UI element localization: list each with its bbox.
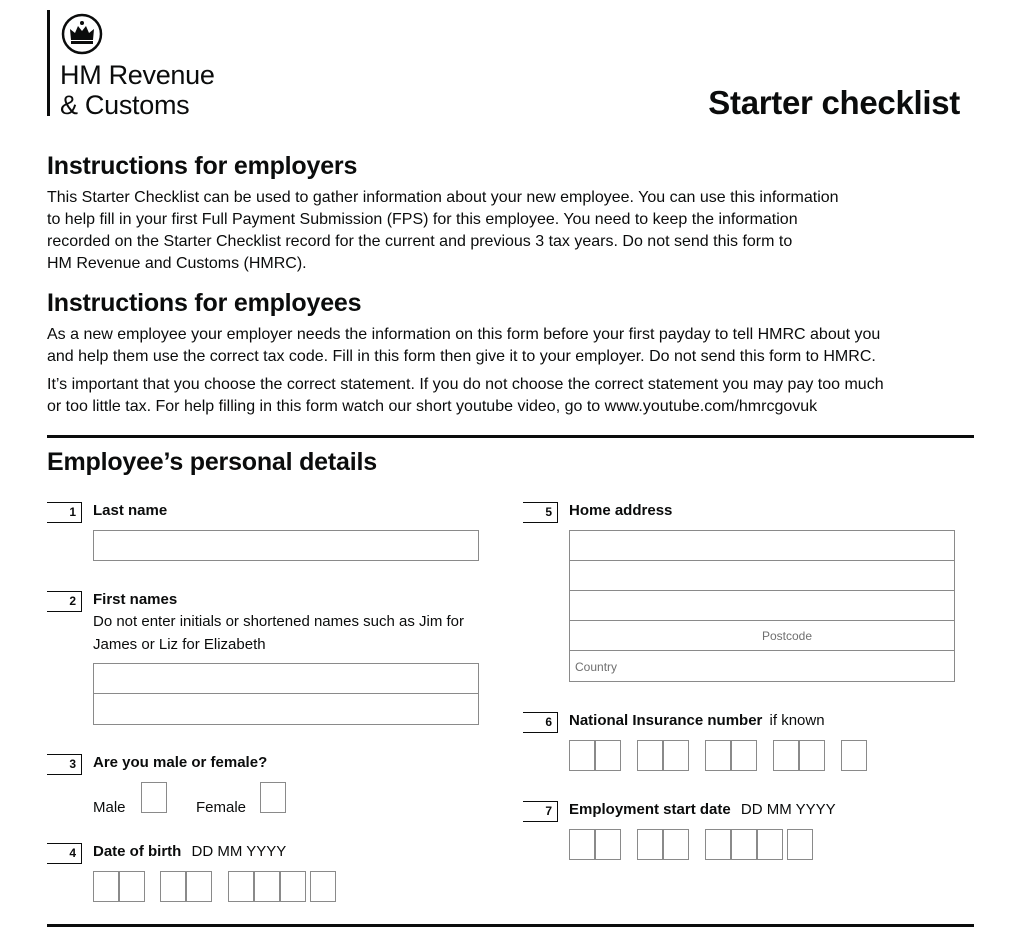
first-names-input[interactable] bbox=[93, 663, 479, 725]
brand-line1: HM Revenue bbox=[60, 60, 215, 90]
date-format-hint: DD MM YYYY bbox=[191, 843, 287, 860]
start-date-title: Employment start date bbox=[569, 801, 731, 818]
ni-char-1[interactable] bbox=[569, 740, 595, 771]
employers-instructions bbox=[47, 187, 839, 275]
country-placeholder: Country bbox=[575, 660, 618, 674]
address-line-3[interactable] bbox=[570, 591, 954, 621]
start-year-digit-1[interactable] bbox=[705, 829, 731, 860]
dob-year-digit-3[interactable] bbox=[280, 871, 306, 902]
last-name-label: Last name bbox=[93, 502, 168, 519]
employees-line: It’s important that you choose the correct statement. If you do not choose the correct statement you may pay too much bbox=[47, 376, 884, 393]
first-names-hint-line: Do not enter initials or shortened names such as Jim for bbox=[93, 613, 465, 630]
postcode-row[interactable] bbox=[570, 621, 954, 651]
question-number-2: 2 bbox=[47, 591, 82, 612]
employers-heading: Instructions for employers bbox=[47, 152, 358, 180]
question-number-5: 5 bbox=[523, 502, 558, 523]
ni-char-4[interactable] bbox=[663, 740, 689, 771]
personal-details-heading: Employee’s personal details bbox=[47, 448, 377, 476]
question-number-7: 7 bbox=[523, 801, 558, 822]
female-checkbox[interactable] bbox=[260, 782, 286, 813]
first-names-hint-line: James or Liz for Elizabeth bbox=[93, 636, 266, 653]
ni-char-6[interactable] bbox=[731, 740, 757, 771]
start-year-digit-3[interactable] bbox=[757, 829, 783, 860]
date-of-birth-label bbox=[93, 843, 286, 860]
postcode-placeholder: Postcode bbox=[762, 629, 813, 643]
question-number-4: 4 bbox=[47, 843, 82, 864]
gender-label: Are you male or female? bbox=[93, 754, 268, 771]
question-number-6: 6 bbox=[523, 712, 558, 733]
start-year-digit-4[interactable] bbox=[787, 829, 813, 860]
section-divider-bottom bbox=[47, 924, 974, 927]
brand-name bbox=[60, 60, 215, 120]
home-address-label: Home address bbox=[569, 502, 673, 519]
employees-heading: Instructions for employees bbox=[47, 289, 362, 317]
last-name-input[interactable] bbox=[93, 530, 479, 561]
address-line-2[interactable] bbox=[570, 561, 954, 591]
employers-line: recorded on the Starter Checklist record for the current and previous 3 tax years. Do not send this form to bbox=[47, 233, 793, 250]
crown-crest-icon bbox=[59, 13, 105, 55]
ni-char-5[interactable] bbox=[705, 740, 731, 771]
employers-line: to help fill in your first Full Payment Submission (FPS) for this employee. You need to keep the information bbox=[47, 211, 798, 228]
start-year-digit-2[interactable] bbox=[731, 829, 757, 860]
first-names-label: First names bbox=[93, 591, 178, 608]
ni-char-2[interactable] bbox=[595, 740, 621, 771]
home-address-input[interactable] bbox=[569, 530, 955, 682]
employees-instructions-2 bbox=[47, 374, 884, 418]
dob-year-digit-1[interactable] bbox=[228, 871, 254, 902]
start-month-digit-2[interactable] bbox=[663, 829, 689, 860]
male-label: Male bbox=[93, 799, 126, 816]
female-label: Female bbox=[196, 799, 247, 816]
ni-char-3[interactable] bbox=[637, 740, 663, 771]
first-names-hint bbox=[93, 610, 464, 656]
ni-char-8[interactable] bbox=[799, 740, 825, 771]
employees-line: or too little tax. For help filling in this form watch our short youtube video, go to www.youtube.com/hmrcgovuk bbox=[47, 398, 818, 415]
section-divider bbox=[47, 435, 974, 438]
country-row[interactable] bbox=[570, 651, 954, 681]
employers-line: This Starter Checklist can be used to gather information about your new employee. You can use this information bbox=[47, 189, 839, 206]
date-of-birth-title: Date of birth bbox=[93, 843, 182, 860]
start-date-label bbox=[569, 801, 836, 818]
dob-day-digit-2[interactable] bbox=[119, 871, 145, 902]
question-number-1: 1 bbox=[47, 502, 82, 523]
ni-number-title: National Insurance number bbox=[569, 712, 763, 729]
start-date-format-hint: DD MM YYYY bbox=[740, 801, 836, 818]
page-title: Starter checklist bbox=[708, 84, 960, 121]
start-day-digit-2[interactable] bbox=[595, 829, 621, 860]
ni-number-label bbox=[569, 712, 825, 729]
dob-month-digit-1[interactable] bbox=[160, 871, 186, 902]
address-line-1[interactable] bbox=[570, 531, 954, 561]
ni-number-suffix: if known bbox=[769, 712, 825, 729]
brand-line2: & Customs bbox=[60, 90, 190, 120]
start-day-digit-1[interactable] bbox=[569, 829, 595, 860]
first-names-line-1[interactable] bbox=[94, 664, 478, 694]
ni-char-7[interactable] bbox=[773, 740, 799, 771]
employees-line: and help them use the correct tax code. Fill in this form then give it to your employer. Do not send this form to HMRC. bbox=[47, 348, 876, 365]
logo-divider bbox=[47, 10, 50, 116]
question-number-3: 3 bbox=[47, 754, 82, 775]
dob-year-digit-2[interactable] bbox=[254, 871, 280, 902]
employees-line: As a new employee your employer needs the information on this form before your first payday to tell HMRC about you bbox=[47, 326, 881, 343]
dob-year-digit-4[interactable] bbox=[310, 871, 336, 902]
first-names-line-2[interactable] bbox=[94, 694, 478, 724]
male-checkbox[interactable] bbox=[141, 782, 167, 813]
ni-char-9[interactable] bbox=[841, 740, 867, 771]
employees-instructions-1 bbox=[47, 324, 880, 368]
employers-line: HM Revenue and Customs (HMRC). bbox=[47, 255, 307, 272]
dob-month-digit-2[interactable] bbox=[186, 871, 212, 902]
start-month-digit-1[interactable] bbox=[637, 829, 663, 860]
dob-day-digit-1[interactable] bbox=[93, 871, 119, 902]
